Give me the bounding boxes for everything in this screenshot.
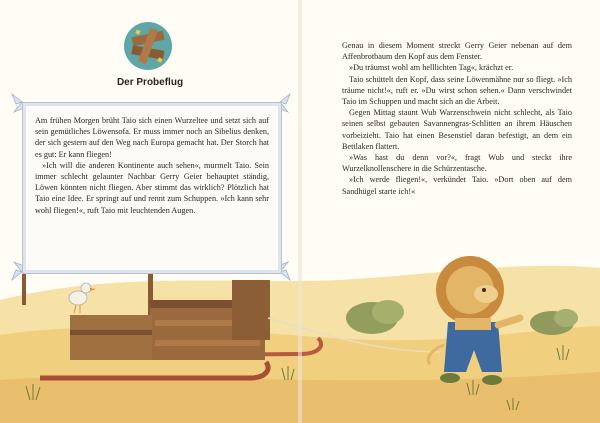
chapter-title: Der Probeflug [116,77,184,88]
right-paragraph: Gegen Mittag staunt Wub Warzenschwein nicht schlecht, als Taio seinen selbst gebauten Savannengras-Schlitten an ihrem Häuschen vorbeizieht. Taio hat einen Besenstiel daran befestigt, an dem ein Bettlaken flattert. [342,108,572,151]
right-page-text [342,40,572,197]
right-paragraph: »Du träumst wohl am helllichten Tag«, krächzt er. [349,63,514,73]
right-paragraph: Taio schüttelt den Kopf, dass seine Löwenmähne nur so fliegt. »Ich träume nicht!«, ruft er. »Du wirst schon sehen.« Dann verschwindet Taio im Schuppen und macht sich an die Arbeit. [342,74,572,107]
sign-paragraph: Am frühen Morgen brüht Taio sich einen Wurzeltee und setzt sich auf sein gemütliches Löwensofa. Er muss immer noch an Sibelius denken, der sich gestern auf den Weg nach Europa gemacht hat. Der Storch hat es gut: Er kann fliegen! [35,116,269,159]
right-paragraph: »Was hast du denn vor?«, fragt Wub und steckt ihre Wurzelknollenschere in die Schürzentasche. [342,153,572,174]
right-paragraph: »Ich werde fliegen!«, verkündet Taio. »Dort oben auf dem Sandhügel starte ich!« [342,175,572,196]
sign-paragraph: »Ich will die anderen Kontinente auch sehen«, murmelt Taio. Sein immer schlecht gelaunter Nachbar Gerry Geier behauptet ständig, Löwen könnten nicht fliegen. Aber stimmt das wirklich? Plötzlich hat Taio eine Idee. Er springt auf und rennt zum Schuppen. »Ich kann sehr wohl fliegen!«, ruft Taio mit leuchtenden Augen. [35,160,269,215]
right-paragraph: Genau in diesem Moment streckt Gerry Geier nebenan auf dem Affenbrotbaum den Kopf aus dem Fenster. [342,41,572,62]
book-gutter [298,0,302,423]
sheet-sign [22,102,282,274]
sign-text [35,115,269,216]
chapter-badge-icon [120,18,176,74]
